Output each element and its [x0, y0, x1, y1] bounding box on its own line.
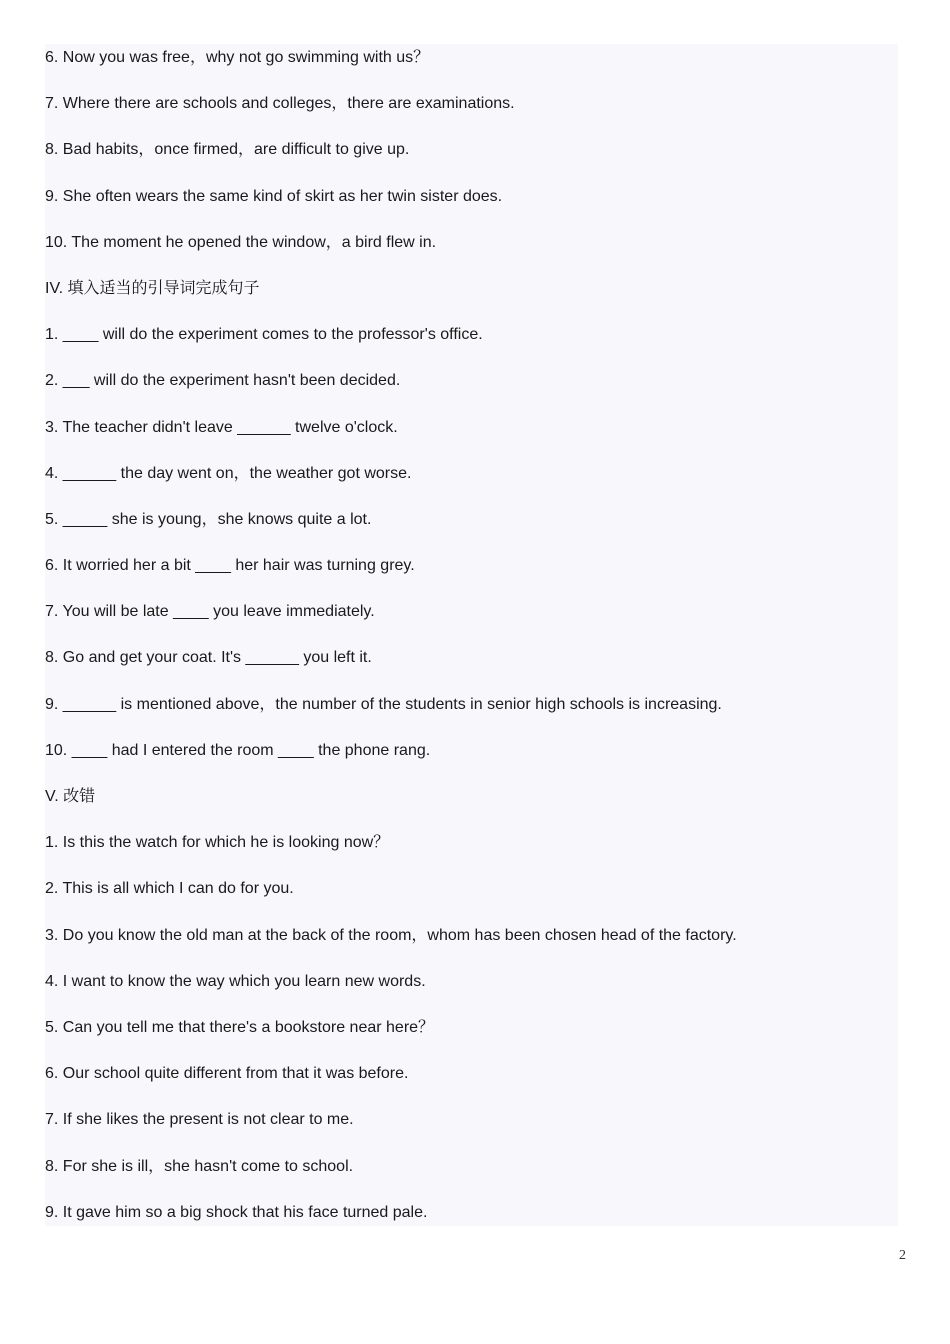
section-heading-iv: IV. 填入适当的引导词完成句子: [45, 279, 260, 297]
exercise-line: 6. Now you was free，why not go swimming with us？: [45, 49, 430, 66]
exercise-line: 4. I want to know the way which you learn new words.: [45, 972, 426, 990]
exercise-line: 2. ___ will do the experiment hasn't been decided.: [45, 372, 401, 390]
exercise-line: 6. It worried her a bit ____ her hair was turning grey.: [45, 557, 415, 575]
exercise-line: 3. The teacher didn't leave ______ twelve o'clock.: [45, 418, 398, 436]
exercise-line: 10. ____ had I entered the room ____ the phone rang.: [45, 741, 431, 759]
exercise-lines: [45, 48, 737, 1249]
exercise-line: 8. For she is ill，she hasn't come to school.: [45, 1157, 354, 1175]
exercise-line: 3. Do you know the old man at the back of the room，whom has been chosen head of the factory.: [45, 926, 737, 944]
exercise-line: 5. _____ she is young，she knows quite a lot.: [45, 510, 372, 528]
exercise-line: 1. Is this the watch for which he is looking now？: [45, 834, 390, 852]
exercise-line: 9. ______ is mentioned above，the number of the students in senior high schools is increasing.: [45, 695, 722, 713]
exercise-line: 8. Bad habits，once firmed，are difficult to give up.: [45, 141, 410, 159]
exercise-line: 8. Go and get your coat. It's ______ you left it.: [45, 649, 372, 667]
exercise-line: 10. The moment he opened the window，a bird flew in.: [45, 233, 437, 251]
exercise-line: 7. If she likes the present is not clear to me.: [45, 1111, 354, 1129]
exercise-line: 9. She often wears the same kind of skirt as her twin sister does.: [45, 187, 503, 205]
exercise-line: 4. ______ the day went on，the weather got worse.: [45, 464, 412, 482]
exercise-line: 7. You will be late ____ you leave immediately.: [45, 603, 375, 621]
exercise-line: 9. It gave him so a big shock that his face turned pale.: [45, 1203, 428, 1221]
exercise-line: 5. Can you tell me that there's a bookstore near here？: [45, 1018, 435, 1036]
exercise-line: 2. This is all which I can do for you.: [45, 880, 294, 898]
section-heading-v: V. 改错: [45, 788, 96, 805]
exercise-line: 1. ____ will do the experiment comes to the professor's office.: [45, 326, 483, 344]
exercise-line: 7. Where there are schools and colleges，there are examinations.: [45, 95, 515, 113]
page-number: 2: [899, 1248, 906, 1263]
exercise-line: 6. Our school quite different from that it was before.: [45, 1065, 409, 1083]
